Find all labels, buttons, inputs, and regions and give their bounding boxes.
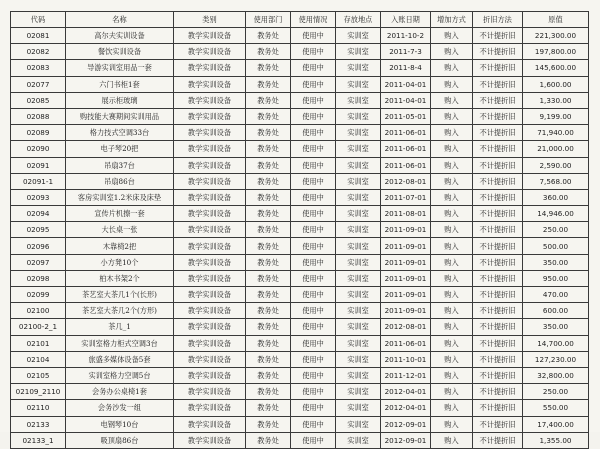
dept-cell: 教务处: [246, 108, 291, 124]
table-row: [11, 238, 589, 254]
method-cell: 购入: [431, 351, 473, 367]
location-cell: 实训室: [336, 141, 381, 157]
location-cell: 实训室: [336, 76, 381, 92]
depreciation-cell: 不计提折旧: [473, 319, 523, 335]
name-cell: 导游实训室用品一套: [66, 60, 174, 76]
location-cell: 实训室: [336, 367, 381, 383]
category-cell: 教学实训设备: [174, 173, 246, 189]
location-cell: 实训室: [336, 319, 381, 335]
status-cell: 使用中: [291, 319, 336, 335]
ledger-body: [11, 28, 589, 449]
dept-cell: 教务处: [246, 400, 291, 416]
depreciation-cell: 不计提折旧: [473, 189, 523, 205]
status-cell: 使用中: [291, 92, 336, 108]
location-cell: 实训室: [336, 335, 381, 351]
name-cell: 六门书柜1套: [66, 76, 174, 92]
date-cell: 2012-09-01: [381, 416, 431, 432]
table-row: [11, 416, 589, 432]
dept-cell: 教务处: [246, 351, 291, 367]
code-cell: 02109_2110: [11, 384, 66, 400]
depreciation-cell: 不计提折旧: [473, 141, 523, 157]
date-cell: 2012-08-01: [381, 319, 431, 335]
name-cell: 柏木书架2个: [66, 270, 174, 286]
code-cell: 02105: [11, 367, 66, 383]
dept-cell: 教务处: [246, 432, 291, 448]
table-row: [11, 173, 589, 189]
code-cell: 02098: [11, 270, 66, 286]
code-cell: 02100: [11, 303, 66, 319]
location-cell: 实训室: [336, 270, 381, 286]
table-row: [11, 60, 589, 76]
header-dept: 使用部门: [246, 12, 291, 28]
name-cell: 会务沙发一组: [66, 400, 174, 416]
date-cell: 2011-09-01: [381, 254, 431, 270]
depreciation-cell: 不计提折旧: [473, 108, 523, 124]
value-cell: 14,700.00: [523, 335, 589, 351]
code-cell: 02093: [11, 189, 66, 205]
value-cell: 197,800.00: [523, 44, 589, 60]
category-cell: 教学实训设备: [174, 189, 246, 205]
category-cell: 教学实训设备: [174, 141, 246, 157]
status-cell: 使用中: [291, 206, 336, 222]
value-cell: 1,355.00: [523, 432, 589, 448]
table-row: [11, 76, 589, 92]
date-cell: 2011-06-01: [381, 335, 431, 351]
method-cell: 购入: [431, 206, 473, 222]
value-cell: 600.00: [523, 303, 589, 319]
category-cell: 教学实训设备: [174, 92, 246, 108]
code-cell: 02095: [11, 222, 66, 238]
code-cell: 02085: [11, 92, 66, 108]
date-cell: 2012-04-01: [381, 384, 431, 400]
table-row: [11, 303, 589, 319]
category-cell: 教学实训设备: [174, 270, 246, 286]
location-cell: 实训室: [336, 432, 381, 448]
code-cell: 02110: [11, 400, 66, 416]
table-row: [11, 44, 589, 60]
name-cell: 茶艺室大茶几2个(方形): [66, 303, 174, 319]
value-cell: 127,230.00: [523, 351, 589, 367]
date-cell: 2011-09-01: [381, 287, 431, 303]
table-row: [11, 141, 589, 157]
method-cell: 购入: [431, 189, 473, 205]
name-cell: 吸顶扇86台: [66, 432, 174, 448]
table-row: [11, 367, 589, 383]
method-cell: 购入: [431, 287, 473, 303]
value-cell: 250.00: [523, 384, 589, 400]
depreciation-cell: 不计提折旧: [473, 125, 523, 141]
name-cell: 吊扇37台: [66, 157, 174, 173]
status-cell: 使用中: [291, 416, 336, 432]
header-status: 使用情况: [291, 12, 336, 28]
location-cell: 实训室: [336, 173, 381, 189]
code-cell: 02091: [11, 157, 66, 173]
table-row: [11, 92, 589, 108]
category-cell: 教学实训设备: [174, 60, 246, 76]
dept-cell: 教务处: [246, 76, 291, 92]
dept-cell: 教务处: [246, 254, 291, 270]
table-row: [11, 351, 589, 367]
date-cell: 2011-05-01: [381, 108, 431, 124]
table-row: [11, 206, 589, 222]
category-cell: 教学实训设备: [174, 254, 246, 270]
location-cell: 实训室: [336, 416, 381, 432]
status-cell: 使用中: [291, 303, 336, 319]
value-cell: 71,940.00: [523, 125, 589, 141]
dept-cell: 教务处: [246, 384, 291, 400]
location-cell: 实训室: [336, 400, 381, 416]
name-cell: 木靠椅2把: [66, 238, 174, 254]
date-cell: 2011-8-4: [381, 60, 431, 76]
header-depreciation: 折旧方法: [473, 12, 523, 28]
location-cell: 实训室: [336, 92, 381, 108]
date-cell: 2011-12-01: [381, 367, 431, 383]
category-cell: 教学实训设备: [174, 157, 246, 173]
date-cell: 2011-09-01: [381, 270, 431, 286]
method-cell: 购入: [431, 222, 473, 238]
method-cell: 购入: [431, 384, 473, 400]
location-cell: 实训室: [336, 351, 381, 367]
header-row: [11, 12, 589, 28]
category-cell: 教学实训设备: [174, 432, 246, 448]
method-cell: 购入: [431, 125, 473, 141]
value-cell: 350.00: [523, 254, 589, 270]
dept-cell: 教务处: [246, 141, 291, 157]
name-cell: 旅盛多媒体设备5套: [66, 351, 174, 367]
location-cell: 实训室: [336, 44, 381, 60]
dept-cell: 教务处: [246, 416, 291, 432]
header-name: 名称: [66, 12, 174, 28]
table-row: [11, 222, 589, 238]
header-code: 代码: [11, 12, 66, 28]
value-cell: 17,400.00: [523, 416, 589, 432]
dept-cell: 教务处: [246, 367, 291, 383]
category-cell: 教学实训设备: [174, 319, 246, 335]
name-cell: 大长桌一张: [66, 222, 174, 238]
value-cell: 7,568.00: [523, 173, 589, 189]
dept-cell: 教务处: [246, 28, 291, 44]
table-row: [11, 254, 589, 270]
value-cell: 9,199.00: [523, 108, 589, 124]
category-cell: 教学实训设备: [174, 44, 246, 60]
table-row: [11, 335, 589, 351]
name-cell: 会务办公桌椅1套: [66, 384, 174, 400]
date-cell: 2011-10-01: [381, 351, 431, 367]
code-cell: 02133: [11, 416, 66, 432]
dept-cell: 教务处: [246, 238, 291, 254]
date-cell: 2011-10-2: [381, 28, 431, 44]
header-date: 入账日期: [381, 12, 431, 28]
dept-cell: 教务处: [246, 173, 291, 189]
depreciation-cell: 不计提折旧: [473, 238, 523, 254]
depreciation-cell: 不计提折旧: [473, 287, 523, 303]
table-row: [11, 270, 589, 286]
name-cell: 餐饮实训设备: [66, 44, 174, 60]
name-cell: 客房实训室1.2米床及床垫: [66, 189, 174, 205]
date-cell: 2011-06-01: [381, 125, 431, 141]
dept-cell: 教务处: [246, 189, 291, 205]
status-cell: 使用中: [291, 141, 336, 157]
depreciation-cell: 不计提折旧: [473, 92, 523, 108]
value-cell: 950.00: [523, 270, 589, 286]
status-cell: 使用中: [291, 432, 336, 448]
date-cell: 2011-09-01: [381, 238, 431, 254]
value-cell: 470.00: [523, 287, 589, 303]
method-cell: 购入: [431, 416, 473, 432]
status-cell: 使用中: [291, 238, 336, 254]
depreciation-cell: 不计提折旧: [473, 303, 523, 319]
status-cell: 使用中: [291, 125, 336, 141]
code-cell: 02104: [11, 351, 66, 367]
method-cell: 购入: [431, 254, 473, 270]
code-cell: 02101: [11, 335, 66, 351]
table-row: [11, 28, 589, 44]
date-cell: 2011-08-01: [381, 206, 431, 222]
category-cell: 教学实训设备: [174, 416, 246, 432]
dept-cell: 教务处: [246, 92, 291, 108]
value-cell: 14,946.00: [523, 206, 589, 222]
method-cell: 购入: [431, 400, 473, 416]
status-cell: 使用中: [291, 367, 336, 383]
category-cell: 教学实训设备: [174, 351, 246, 367]
category-cell: 教学实训设备: [174, 222, 246, 238]
depreciation-cell: 不计提折旧: [473, 254, 523, 270]
code-cell: 02100-2_1: [11, 319, 66, 335]
method-cell: 购入: [431, 28, 473, 44]
location-cell: 实训室: [336, 189, 381, 205]
asset-ledger-table: [10, 11, 589, 449]
status-cell: 使用中: [291, 400, 336, 416]
method-cell: 购入: [431, 92, 473, 108]
method-cell: 购入: [431, 108, 473, 124]
name-cell: 电子琴20把: [66, 141, 174, 157]
category-cell: 教学实训设备: [174, 303, 246, 319]
depreciation-cell: 不计提折旧: [473, 222, 523, 238]
name-cell: 电钢琴10台: [66, 416, 174, 432]
name-cell: 吊扇86台: [66, 173, 174, 189]
value-cell: 2,590.00: [523, 157, 589, 173]
method-cell: 购入: [431, 60, 473, 76]
date-cell: 2011-09-01: [381, 303, 431, 319]
category-cell: 教学实训设备: [174, 28, 246, 44]
location-cell: 实训室: [336, 60, 381, 76]
status-cell: 使用中: [291, 44, 336, 60]
status-cell: 使用中: [291, 60, 336, 76]
value-cell: 32,800.00: [523, 367, 589, 383]
location-cell: 实训室: [336, 222, 381, 238]
dept-cell: 教务处: [246, 60, 291, 76]
method-cell: 购入: [431, 335, 473, 351]
code-cell: 02091-1: [11, 173, 66, 189]
location-cell: 实训室: [336, 157, 381, 173]
category-cell: 教学实训设备: [174, 76, 246, 92]
date-cell: 2012-09-01: [381, 432, 431, 448]
method-cell: 购入: [431, 44, 473, 60]
dept-cell: 教务处: [246, 222, 291, 238]
date-cell: 2011-7-3: [381, 44, 431, 60]
location-cell: 实训室: [336, 384, 381, 400]
method-cell: 购入: [431, 319, 473, 335]
status-cell: 使用中: [291, 108, 336, 124]
header-value: 原值: [523, 12, 589, 28]
value-cell: 360.00: [523, 189, 589, 205]
depreciation-cell: 不计提折旧: [473, 76, 523, 92]
depreciation-cell: 不计提折旧: [473, 416, 523, 432]
name-cell: 茶艺室大茶几1个(长形): [66, 287, 174, 303]
table-row: [11, 125, 589, 141]
location-cell: 实训室: [336, 125, 381, 141]
status-cell: 使用中: [291, 351, 336, 367]
table-row: [11, 432, 589, 448]
category-cell: 教学实训设备: [174, 384, 246, 400]
code-cell: 02081: [11, 28, 66, 44]
name-cell: 宣传片机擦一套: [66, 206, 174, 222]
status-cell: 使用中: [291, 287, 336, 303]
date-cell: 2011-06-01: [381, 141, 431, 157]
location-cell: 实训室: [336, 108, 381, 124]
method-cell: 购入: [431, 238, 473, 254]
depreciation-cell: 不计提折旧: [473, 432, 523, 448]
dept-cell: 教务处: [246, 335, 291, 351]
code-cell: 02089: [11, 125, 66, 141]
status-cell: 使用中: [291, 28, 336, 44]
value-cell: 250.00: [523, 222, 589, 238]
header-category: 类别: [174, 12, 246, 28]
status-cell: 使用中: [291, 384, 336, 400]
code-cell: 02094: [11, 206, 66, 222]
name-cell: 格力技式空调33台: [66, 125, 174, 141]
location-cell: 实训室: [336, 28, 381, 44]
table-row: [11, 384, 589, 400]
value-cell: 21,000.00: [523, 141, 589, 157]
method-cell: 购入: [431, 270, 473, 286]
status-cell: 使用中: [291, 189, 336, 205]
category-cell: 教学实训设备: [174, 206, 246, 222]
date-cell: 2011-06-01: [381, 157, 431, 173]
dept-cell: 教务处: [246, 270, 291, 286]
table-row: [11, 108, 589, 124]
date-cell: 2011-07-01: [381, 189, 431, 205]
location-cell: 实训室: [336, 303, 381, 319]
name-cell: 实训室格力柜式空调3台: [66, 335, 174, 351]
dept-cell: 教务处: [246, 125, 291, 141]
depreciation-cell: 不计提折旧: [473, 206, 523, 222]
status-cell: 使用中: [291, 254, 336, 270]
table-row: [11, 287, 589, 303]
method-cell: 购入: [431, 157, 473, 173]
value-cell: 550.00: [523, 400, 589, 416]
value-cell: 350.00: [523, 319, 589, 335]
location-cell: 实训室: [336, 238, 381, 254]
table-row: [11, 400, 589, 416]
code-cell: 02088: [11, 108, 66, 124]
depreciation-cell: 不计提折旧: [473, 384, 523, 400]
value-cell: 145,600.00: [523, 60, 589, 76]
location-cell: 实训室: [336, 254, 381, 270]
date-cell: 2011-04-01: [381, 92, 431, 108]
depreciation-cell: 不计提折旧: [473, 157, 523, 173]
code-cell: 02099: [11, 287, 66, 303]
status-cell: 使用中: [291, 335, 336, 351]
code-cell: 02090: [11, 141, 66, 157]
status-cell: 使用中: [291, 222, 336, 238]
depreciation-cell: 不计提折旧: [473, 28, 523, 44]
dept-cell: 教务处: [246, 287, 291, 303]
category-cell: 教学实训设备: [174, 400, 246, 416]
name-cell: 购技能大赛期间实训用品: [66, 108, 174, 124]
category-cell: 教学实训设备: [174, 287, 246, 303]
depreciation-cell: 不计提折旧: [473, 270, 523, 286]
table-row: [11, 157, 589, 173]
date-cell: 2011-09-01: [381, 222, 431, 238]
dept-cell: 教务处: [246, 157, 291, 173]
value-cell: 1,330.00: [523, 92, 589, 108]
header-method: 增加方式: [431, 12, 473, 28]
table-row: [11, 189, 589, 205]
category-cell: 教学实训设备: [174, 238, 246, 254]
method-cell: 购入: [431, 432, 473, 448]
code-cell: 02133_1: [11, 432, 66, 448]
value-cell: 1,600.00: [523, 76, 589, 92]
status-cell: 使用中: [291, 173, 336, 189]
header-location: 存放地点: [336, 12, 381, 28]
category-cell: 教学实训设备: [174, 125, 246, 141]
method-cell: 购入: [431, 367, 473, 383]
name-cell: 展示柜玻璃: [66, 92, 174, 108]
date-cell: 2012-04-01: [381, 400, 431, 416]
name-cell: 茶几_1: [66, 319, 174, 335]
name-cell: 小方凳10个: [66, 254, 174, 270]
code-cell: 02077: [11, 76, 66, 92]
method-cell: 购入: [431, 173, 473, 189]
dept-cell: 教务处: [246, 319, 291, 335]
status-cell: 使用中: [291, 76, 336, 92]
depreciation-cell: 不计提折旧: [473, 335, 523, 351]
category-cell: 教学实训设备: [174, 367, 246, 383]
depreciation-cell: 不计提折旧: [473, 173, 523, 189]
dept-cell: 教务处: [246, 44, 291, 60]
value-cell: 221,300.00: [523, 28, 589, 44]
method-cell: 购入: [431, 141, 473, 157]
category-cell: 教学实训设备: [174, 335, 246, 351]
date-cell: 2011-04-01: [381, 76, 431, 92]
code-cell: 02096: [11, 238, 66, 254]
depreciation-cell: 不计提折旧: [473, 351, 523, 367]
location-cell: 实训室: [336, 206, 381, 222]
depreciation-cell: 不计提折旧: [473, 44, 523, 60]
code-cell: 02082: [11, 44, 66, 60]
code-cell: 02097: [11, 254, 66, 270]
value-cell: 500.00: [523, 238, 589, 254]
method-cell: 购入: [431, 303, 473, 319]
depreciation-cell: 不计提折旧: [473, 400, 523, 416]
depreciation-cell: 不计提折旧: [473, 367, 523, 383]
name-cell: 实训室格力空调5台: [66, 367, 174, 383]
table-row: [11, 319, 589, 335]
method-cell: 购入: [431, 76, 473, 92]
code-cell: 02083: [11, 60, 66, 76]
status-cell: 使用中: [291, 157, 336, 173]
dept-cell: 教务处: [246, 206, 291, 222]
location-cell: 实训室: [336, 287, 381, 303]
depreciation-cell: 不计提折旧: [473, 60, 523, 76]
name-cell: 高尔夫实训设备: [66, 28, 174, 44]
status-cell: 使用中: [291, 270, 336, 286]
category-cell: 教学实训设备: [174, 108, 246, 124]
dept-cell: 教务处: [246, 303, 291, 319]
date-cell: 2012-08-01: [381, 173, 431, 189]
